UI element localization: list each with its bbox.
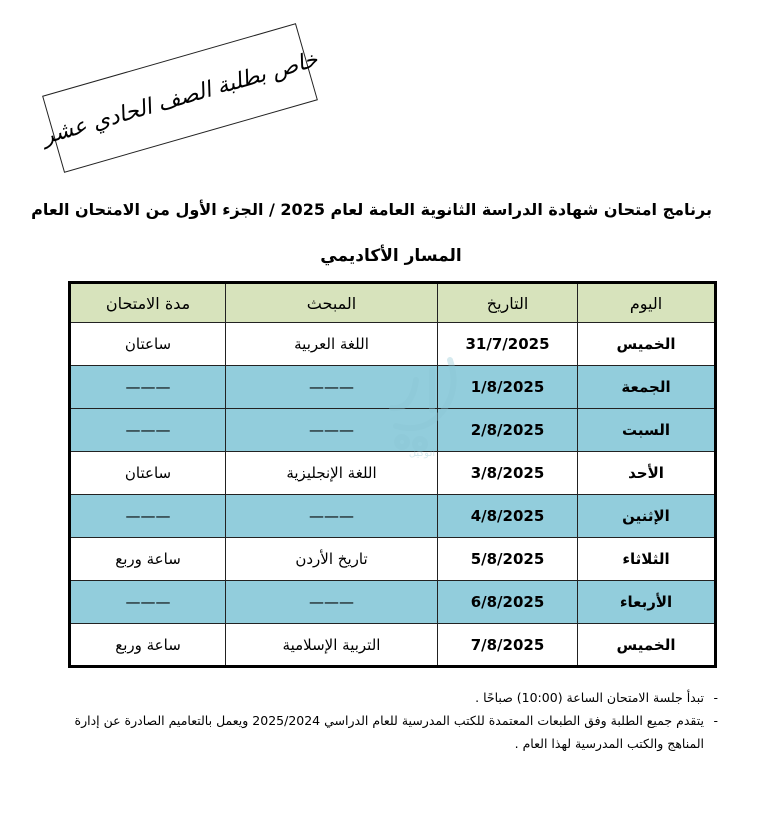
cell-duration-text: ساعتان	[124, 335, 172, 353]
watermark-text: الوكيل	[408, 448, 436, 459]
cell-subject	[226, 581, 438, 624]
table-row	[70, 624, 716, 667]
cell-date-text: 7/8/2025	[470, 635, 545, 654]
table-row	[70, 495, 716, 538]
cell-subject-text: اللغة الإنجليزية	[286, 464, 377, 482]
cell-date-text: 31/7/2025	[465, 335, 550, 353]
cell-day-text: الخميس	[616, 335, 676, 353]
page-title: برنامج امتحان شهادة الدراسة الثانوية العامة لعام 2025 / الجزء الأول من الامتحان العام	[31, 200, 712, 219]
cell-duration-text: ———	[125, 378, 171, 396]
page-subtitle: المسار الأكاديمي	[320, 246, 462, 266]
cell-subject	[226, 323, 438, 366]
cell-subject	[226, 495, 438, 538]
table-row	[70, 538, 716, 581]
cell-duration	[70, 366, 226, 409]
cell-day-text: السبت	[621, 421, 671, 439]
cell-date-text: 4/8/2025	[470, 507, 545, 525]
cell-day-text: الجمعة	[621, 378, 671, 396]
cell-day	[578, 624, 716, 667]
cell-duration-text: ساعة وربع	[115, 550, 181, 568]
cell-date	[438, 495, 578, 538]
note-item	[60, 686, 718, 709]
cell-duration-text: ———	[125, 507, 171, 525]
header-date: التاريخ	[438, 283, 578, 323]
cell-duration	[70, 581, 226, 624]
header-duration: مدة الامتحان	[70, 283, 226, 323]
table-row	[70, 323, 716, 366]
cell-date-text: 5/8/2025	[470, 550, 545, 568]
cell-day	[578, 452, 716, 495]
cell-day	[578, 323, 716, 366]
cell-date	[438, 624, 578, 667]
cell-duration	[70, 495, 226, 538]
notes-section	[60, 686, 718, 755]
cell-day-text: الأحد	[628, 464, 664, 482]
class-stamp-box	[39, 23, 321, 173]
cell-date	[438, 366, 578, 409]
cell-day	[578, 581, 716, 624]
table-row	[70, 409, 716, 452]
table-row	[70, 366, 716, 409]
header-subject: المبحث	[226, 283, 438, 323]
cell-duration	[70, 624, 226, 667]
cell-subject-text: ———	[309, 378, 354, 396]
cell-duration-text: ساعة وربع	[115, 635, 181, 654]
cell-duration-text: ساعتان	[124, 464, 172, 482]
cell-date-text: 1/8/2025	[470, 378, 545, 396]
cell-duration-text: ———	[125, 421, 171, 439]
cell-date	[438, 452, 578, 495]
cell-subject-text: اللغة العربية	[294, 335, 369, 353]
cell-duration-text: ———	[125, 593, 171, 611]
note-session-time: تبدأ جلسة الامتحان الساعة (10:00) صباحًا .	[475, 690, 704, 705]
cell-duration	[70, 452, 226, 495]
cell-date	[438, 581, 578, 624]
note-bullet: -	[713, 713, 718, 728]
cell-day	[578, 366, 716, 409]
cell-subject-text: تاريخ الأردن	[295, 550, 368, 568]
stamp-text: خاص بطلبة الصف الحادي عشر	[39, 46, 321, 150]
cell-subject	[226, 452, 438, 495]
note-textbooks: يتقدم جميع الطلبة وفق الطبعات المعتمدة للكتب المدرسية للعام الدراسي 2025/2024 ويعمل بالتعاميم الصادرة عن إدارة المناهج والكتب المدرسية لهذا العام .	[74, 713, 704, 751]
cell-subject	[226, 624, 438, 667]
cell-date-text: 6/8/2025	[470, 593, 545, 611]
cell-date-text: 2/8/2025	[470, 421, 545, 439]
table-row	[70, 452, 716, 495]
cell-day-text: الأربعاء	[619, 593, 673, 611]
cell-day	[578, 538, 716, 581]
cell-date	[438, 323, 578, 366]
cell-day	[578, 495, 716, 538]
cell-subject-text: ———	[309, 421, 354, 439]
cell-subject-text: ———	[309, 507, 354, 525]
cell-date	[438, 538, 578, 581]
note-bullet: -	[713, 690, 718, 705]
cell-subject	[226, 538, 438, 581]
cell-subject-text: ———	[309, 593, 354, 611]
note-item	[60, 709, 718, 755]
cell-day-text: الخميس	[616, 635, 676, 654]
cell-subject-text: التربية الإسلامية	[282, 635, 381, 654]
cell-date	[438, 409, 578, 452]
cell-duration	[70, 323, 226, 366]
cell-day-text: الثلاثاء	[622, 550, 670, 568]
cell-duration	[70, 409, 226, 452]
cell-subject	[226, 366, 438, 409]
table-header-row	[70, 283, 716, 323]
header-day: اليوم	[578, 283, 716, 323]
exam-schedule-table	[68, 281, 717, 668]
cell-date-text: 3/8/2025	[470, 464, 545, 482]
cell-day-text: الإثنين	[622, 507, 670, 525]
cell-subject	[226, 409, 438, 452]
cell-day	[578, 409, 716, 452]
cell-duration	[70, 538, 226, 581]
table-row	[70, 581, 716, 624]
